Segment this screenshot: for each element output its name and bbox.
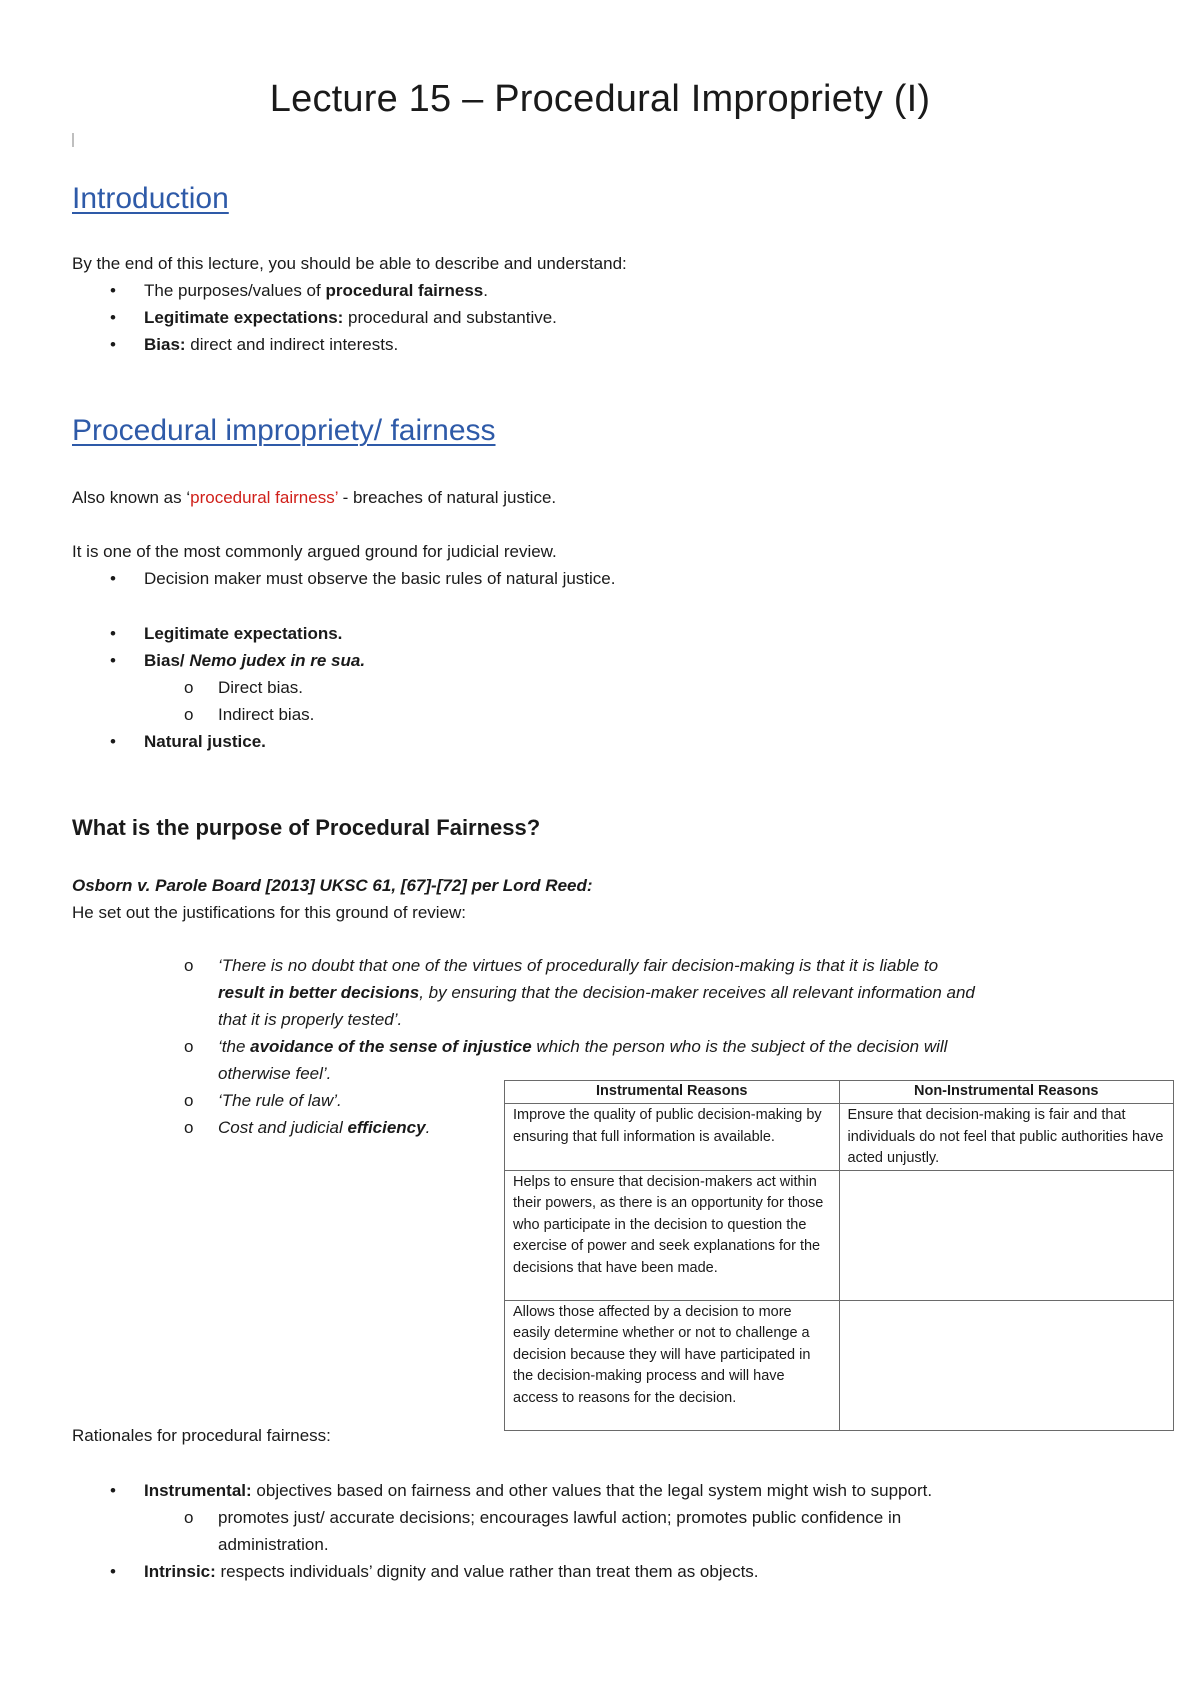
bullet-glyph: •	[110, 624, 116, 643]
bullet-glyph: •	[110, 732, 116, 751]
sub-bullet-glyph: o	[184, 1091, 194, 1110]
sub-bullet-glyph: o	[184, 705, 194, 724]
table-cell	[839, 1300, 1174, 1430]
column-header: Non-Instrumental Reasons	[839, 1081, 1174, 1104]
table-cell: Helps to ensure that decision-makers act within their powers, as there is an opportunity for those who participate in the decision to question the exercise of power and seek explanations for the decisions that have been made.	[505, 1170, 840, 1300]
case-citation: Osborn v. Parole Board [2013] UKSC 61, [67]-[72] per Lord Reed:	[72, 876, 593, 895]
table-cell: Ensure that decision-making is fair and that individuals do not feel that public authorities have acted unjustly.	[839, 1104, 1174, 1171]
sub-bullet-glyph: o	[184, 1118, 194, 1137]
heading-procedural-impropriety: Procedural impropriety/ fairness	[72, 414, 496, 447]
table-row	[505, 1104, 1174, 1171]
table-cell: Improve the quality of public decision-making by ensuring that full information is available.	[505, 1104, 840, 1171]
sub-bullet-glyph: o	[184, 1508, 194, 1527]
bullet-glyph: •	[110, 308, 116, 327]
column-header: Instrumental Reasons	[505, 1081, 840, 1104]
bullet-glyph: •	[110, 1481, 116, 1500]
heading-purpose: What is the purpose of Procedural Fairness?	[72, 815, 541, 840]
intro-lead: By the end of this lecture, you should be able to describe and understand:	[72, 254, 627, 273]
table-row	[505, 1170, 1174, 1300]
bullet-glyph: •	[110, 335, 116, 354]
bullet-glyph: •	[110, 651, 116, 670]
sub-bullet-glyph: o	[184, 678, 194, 697]
bullet-glyph: •	[110, 281, 116, 300]
bullet-glyph: •	[110, 569, 116, 588]
rationales-lead: Rationales for procedural fairness:	[72, 1426, 331, 1445]
table-cell	[839, 1170, 1174, 1300]
heading-introduction: Introduction	[72, 182, 229, 215]
table-row	[505, 1300, 1174, 1430]
case-lead: He set out the justifications for this ground of review:	[72, 903, 467, 922]
common-ground-paragraph: It is one of the most commonly argued ground for judicial review.	[72, 542, 557, 561]
page-title: Lecture 15 – Procedural Impropriety (I)	[269, 78, 931, 120]
sub-bullet-glyph: o	[184, 1037, 194, 1056]
table-cell: Allows those affected by a decision to more easily determine whether or not to challenge a decision because they will have participated in the decision-making process and will have access to reasons for the decision.	[505, 1300, 840, 1430]
aka-paragraph: Also known as ‘procedural fairness’ - breaches of natural justice.	[72, 488, 557, 507]
text-cursor	[72, 133, 74, 147]
reasons-table	[504, 1080, 1174, 1431]
sub-bullet-glyph: o	[184, 956, 194, 975]
bullet-glyph: •	[110, 1562, 116, 1581]
table-header-row	[505, 1081, 1174, 1104]
